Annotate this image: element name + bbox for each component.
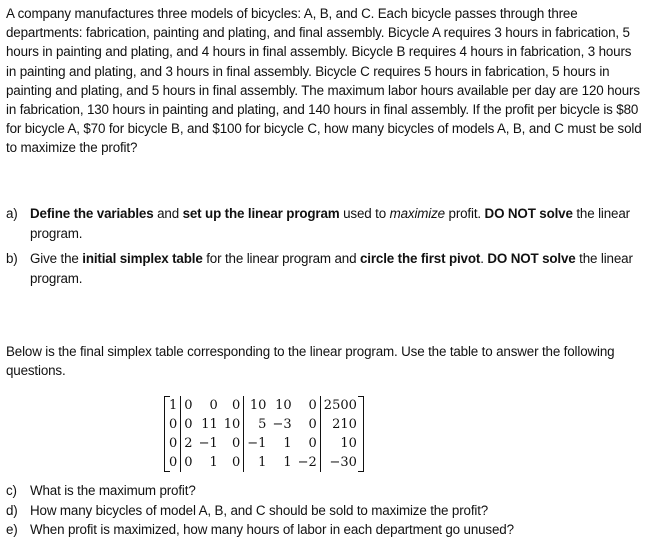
matrix-table (166, 396, 360, 472)
task-text (30, 204, 644, 243)
bold-text: DO NOT solve (487, 251, 576, 266)
question-text: When profit is maximized, how many hours of labor in each department go unused? (30, 522, 514, 537)
matrix-row (166, 434, 360, 453)
plain-text: and (153, 206, 183, 221)
bold-text: DO NOT solve (484, 206, 573, 221)
bold-text: Define the variables (30, 206, 154, 221)
matrix-cell: 10 (244, 396, 270, 415)
question-item (6, 520, 644, 540)
matrix-cell: −1 (244, 434, 270, 453)
left-bracket (164, 396, 170, 472)
bold-text: set up the linear program (182, 206, 340, 221)
matrix-row (166, 415, 360, 434)
matrix-row (166, 396, 360, 415)
question-letter: e) (6, 522, 18, 537)
matrix-cell: 0 (232, 436, 241, 451)
questions-list (6, 481, 644, 540)
matrix-cell: 0 (232, 398, 241, 413)
matrix-cell: 1 (169, 398, 178, 413)
plain-text: for the linear program and (202, 251, 360, 266)
final-table-intro: Below is the final simplex table corresponding to the linear program. Use the table to answer the following questions. (6, 344, 615, 379)
matrix-cell: 2 (181, 434, 196, 453)
matrix-cell: 1 (244, 453, 270, 472)
plain-text: the linear program. (30, 206, 630, 241)
task-b (6, 249, 644, 288)
question-letter: c) (6, 483, 17, 498)
matrix-cell: 1 (283, 455, 292, 470)
matrix-cell: 210 (320, 415, 360, 434)
matrix-cell: 10 (320, 434, 360, 453)
matrix-cell: 0 (308, 436, 317, 451)
bold-text: circle the first pivot (359, 251, 481, 266)
matrix-cell: 1 (283, 436, 292, 451)
right-bracket (358, 396, 364, 472)
tasks-list (6, 204, 644, 288)
matrix-cell: 0 (181, 415, 196, 434)
plain-text: Give the (30, 251, 83, 266)
plain-text: used to (339, 206, 390, 221)
plain-text: . (480, 251, 488, 266)
problem-statement: A company manufactures three models of bicycles: A, B, and C. Each bicycle passes through three departments: fabrication, painting and plating, and final assembly. Bicycle A requires 3 hours in fabrication, 5 hours in painting and plating, and 4 hours in final assembly. Bicycle B requires 4 hours in fabrication, 3 hours in painting and plating, and 3 hours in final assembly. Bicycle C requires 5 hours in fabrication, 5 hours in painting and plating, and 5 hours in final assembly. The maximum labor hours available per day are 120 hours in fabrication, 130 hours in painting and plating, and 140 hours in final assembly. If the profit per bicycle is $80 for bicycle A, $70 for bicycle B, and $100 for bicycle C, how many bicycles of models A, B, and C must be sold to maximize the profit? (6, 6, 642, 156)
task-letter: a) (6, 206, 18, 221)
matrix-cell: 2500 (320, 396, 360, 415)
matrix-cell: −2 (297, 455, 317, 470)
matrix-cell: 0 (232, 455, 241, 470)
matrix-cell: 5 (244, 415, 270, 434)
matrix-cell: 0 (169, 455, 178, 470)
italic-text: maximize (389, 206, 445, 221)
matrix-row (166, 453, 360, 472)
matrix-cell: 0 (181, 396, 196, 415)
question-item (6, 501, 644, 521)
task-a (6, 204, 644, 243)
matrix-cell: −3 (272, 417, 292, 432)
question-text: What is the maximum profit? (30, 483, 196, 498)
matrix-cell: 11 (201, 417, 218, 432)
matrix-cell: 1 (209, 455, 218, 470)
matrix-cell: 0 (169, 436, 178, 451)
plain-text: the linear program. (30, 251, 633, 286)
matrix-cell: 0 (209, 398, 218, 413)
final-simplex-matrix (166, 396, 360, 472)
question-text: How many bicycles of model A, B, and C should be sold to maximize the profit? (30, 502, 489, 518)
question-item (6, 481, 644, 501)
matrix-cell: −1 (198, 436, 218, 451)
task-letter: b) (6, 251, 18, 266)
task-text (30, 249, 644, 288)
matrix-cell: −30 (320, 453, 360, 472)
plain-text: profit. (444, 206, 485, 221)
matrix-cell: 0 (181, 453, 196, 472)
matrix-cell: 0 (308, 398, 317, 413)
matrix-cell: 10 (275, 398, 292, 413)
question-letter: d) (6, 502, 18, 518)
matrix-cell: 0 (169, 417, 178, 432)
bold-text: initial simplex table (82, 251, 203, 266)
matrix-cell: 10 (223, 417, 241, 432)
matrix-cell: 0 (308, 417, 317, 432)
